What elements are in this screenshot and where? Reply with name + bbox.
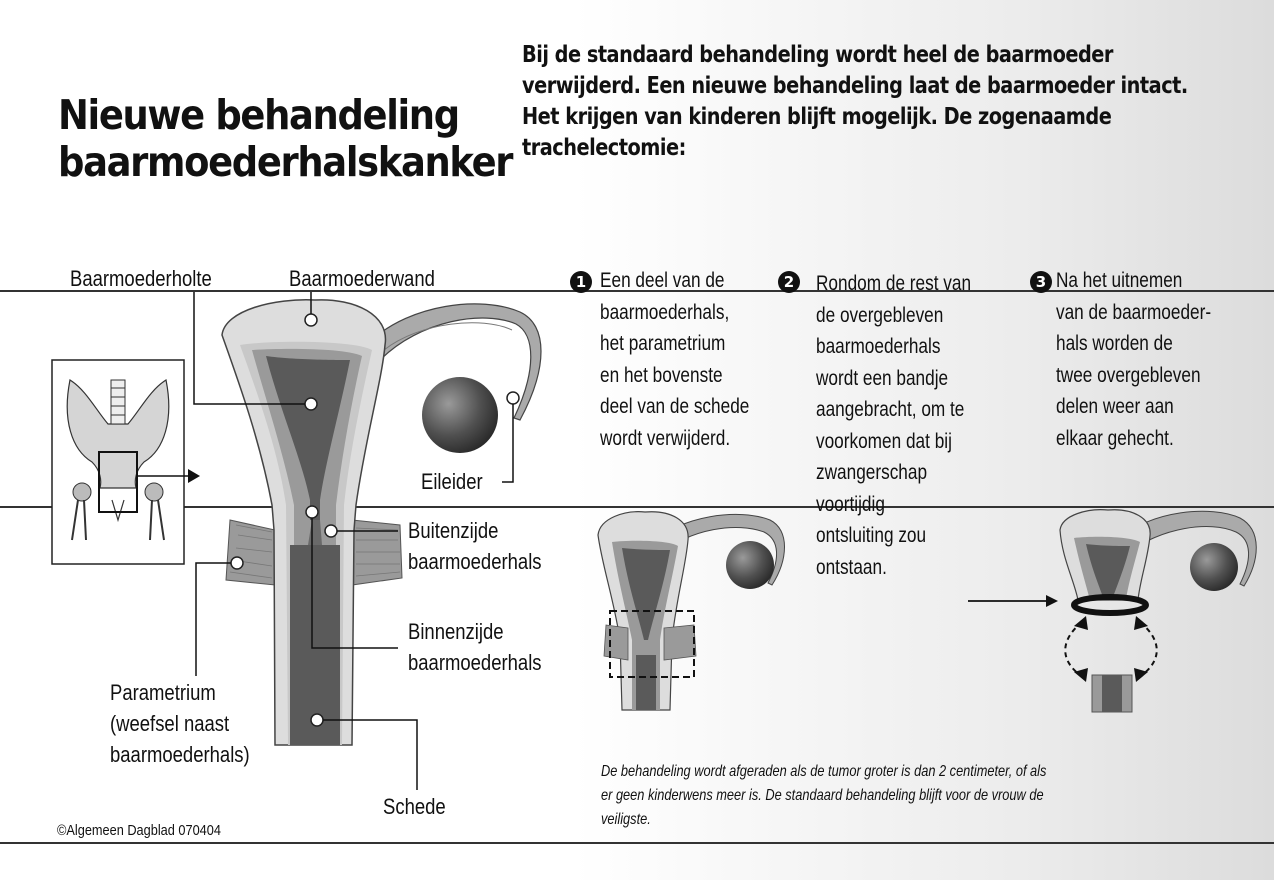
step3-diagram [1060, 510, 1256, 712]
label-binnenzijde: Binnenzijde baarmoederhals [408, 619, 542, 675]
label-baarmoederwand: Baarmoederwand [289, 266, 435, 291]
step3-text: Na het uitnemen van de baarmoeder- hals worden de twee overgebleven delen weer aan elkaar gehecht. [1056, 269, 1212, 450]
credit: ©Algemeen Dagblad 070404 [57, 822, 221, 839]
label-schede: Schede [383, 794, 446, 819]
page-title: Nieuwe behandeling baarmoederhalskanker [58, 91, 513, 186]
step1-diagram [598, 512, 785, 710]
intro-text: Bij de standaard behandeling wordt heel de baarmoeder verwijderd. Een nieuwe behandeling laat de baarmoeder intact. Het krijgen van kinderen blijft mogelijk. De zogenaamde trachelectomie: [522, 42, 1188, 161]
label-baarmoederholte: Baarmoederholte [70, 266, 212, 291]
step2-arrow [968, 595, 1058, 607]
pelvis-inset-icon [52, 360, 200, 564]
footnote: De behandeling wordt afgeraden als de tumor groter is dan 2 centimeter, of als er geen kinderwens meer is. De standaard behandeling blijft voor de vrouw de veiligste. [601, 763, 1047, 828]
step2-text: Rondom de rest van de overgebleven baarmoederhals wordt een bandje aangebracht, om te voorkomen dat bij zwangerschap voortijdig ontsluiting zou ontstaan. [816, 272, 972, 579]
label-buitenzijde: Buitenzijde baarmoederhals [408, 518, 542, 574]
step3-number-icon: 3 [1030, 271, 1052, 293]
label-eileider: Eileider [421, 469, 483, 494]
step2-number-icon: 2 [778, 271, 800, 293]
label-parametrium: Parametrium (weefsel naast baarmoederhals) [110, 680, 250, 767]
step1-text: Een deel van de baarmoederhals, het parametrium en het bovenste deel van de schede wordt verwijderd. [600, 269, 750, 450]
step1-number-icon: 1 [570, 271, 592, 293]
